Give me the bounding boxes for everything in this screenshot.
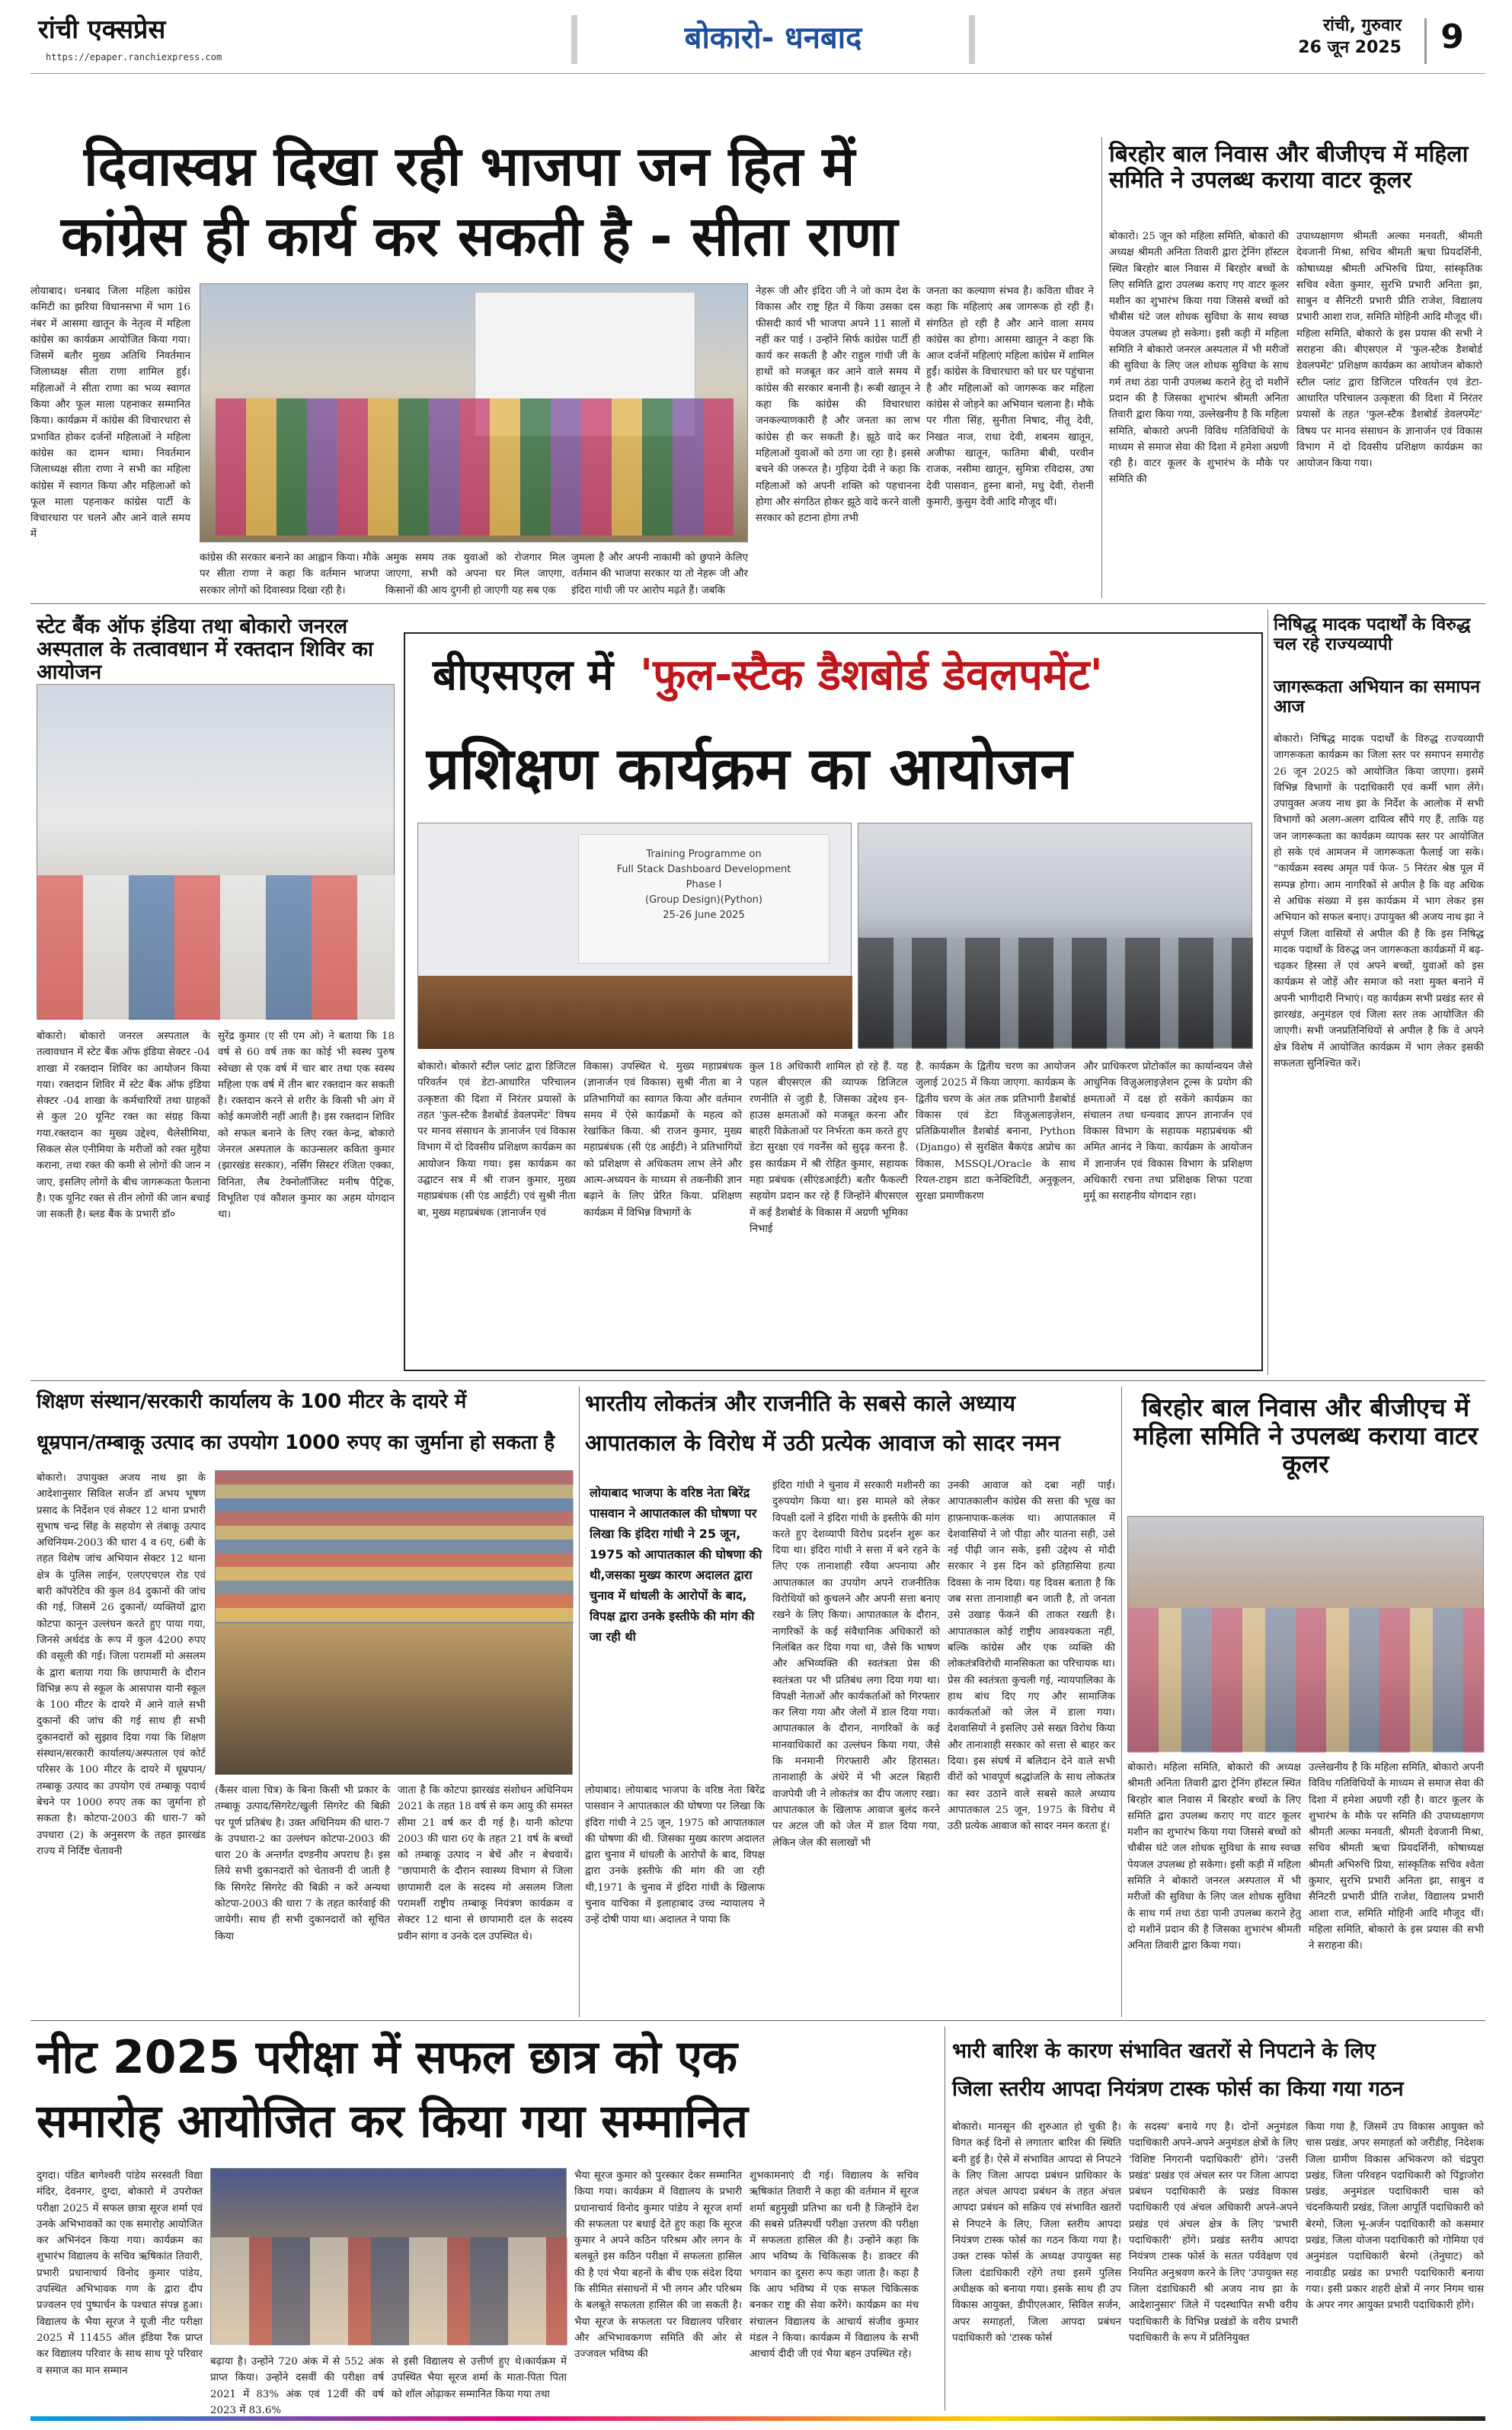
story6-col2: (कैंसर वाला चित्र) के बिना किसी भी प्रकार के तम्बाकू उत्पाद/सिगरेट/खुली सिगरेट की बिक्री पर पूर्ण प्रतिबंध है। उक्त अधिनियम की धारा-7 के उपधारा-2 का उल्लंघन कोटपा-2003 की धारा 20 के अन्तर्गत दण्डनीय अपराध है। इस लिये सभी दुकानदारों को चेतावनी दी जाती है कि सिगरेट सिगरेट की बिक्री न करें अन्यथा कोटपा-2003 की धारा 7 के तहत कार्रवाई की जायेगी। साथ ही सभी दुकानदारों को सूचित किया xyxy=(215,1785,390,1942)
story1-col4: जुमला है और अपनी नाकामी को छुपाने केलिए वर्तमान की भाजपा सरकार या तो नेहरू जी और इंदिरा गांधी जी पर आरोप मढ़ते हैं। जबकि xyxy=(571,552,748,596)
story4-headline-2: प्रशिक्षण कार्यक्रम का आयोजन xyxy=(427,734,1072,802)
rule-1 xyxy=(30,603,1485,604)
story4-photo-left xyxy=(417,823,852,1048)
story7-headline-1: भारतीय लोकतंत्र और राजनीति के सबसे काले अध्याय xyxy=(585,1390,1016,1416)
story8-col1: बोकारो। महिला समिति, बोकारो की अध्यक्ष श्रीमती अनिता तिवारी द्वारा ट्रेनिंग हॉस्टल स्थित बिरहोर बाल निवास में बिरहोर बच्चों के लिए समिति द्वारा उपलब्ध कराए गए वाटर कूलर मशीन का शुभारंभ किया गया जिससे बच्चों को चौबीस घंटे जल शोधक सुविधा के साथ स्वच्छ पेयजल उपलब्ध हो सकेगा। इसी कड़ी में महिला समिति ने बोकारो जनरल अस्पताल में भी मरीजों की सुविधा के लिए जल शोधक सुविधा के साथ गर्म तथा ठंडा पानी उपलब्ध कराने हेतु दो मशीनें प्रदान की है जिसका शुभारंभ श्रीमती अनिता तिवारी द्वारा किया गया। xyxy=(1127,1762,1301,1952)
projector-slide xyxy=(578,834,830,964)
shop-shelves xyxy=(216,1471,574,1623)
story3-col1: बोकारो। बोकारो जनरल अस्पताल के तत्वावधान में स्टेट बैंक ऑफ इंडिया सेक्टर -04 शाखा में रक्तदान शिविर का आयोजन किया गया। रक्तदान शिविर में स्टेट बैंक ऑफ इंडिया सेक्टर -04 शाखा के कर्मचारियों तथा ग्राहकों से कुल 20 यूनिट रक्त का संग्रह किया गया.रक्तदान का मुख्य उद्देश्य, थैलेसीमिया, सिकल सेल एनीमिया के मरीजों को रक्त मुहैया कराना, तथा रक्त की कमी से लोगों की जान न जाए, इसलिए लोगों के बीच जागरूकता फैलाना है। एक यूनिट रक्त से तीन लोगों की जान बचाई जा सकती है। ब्लड बैंक के प्रभारी डॉ० xyxy=(37,1031,210,1221)
story10-col2: के सदस्य' बनाये गए है। दोनों अनुमंडल पदाधिकारी अपने-अपने अनुमंडल क्षेत्रों के लिए 'विशिष्ट निगरानी पदाधिकारी' होंगे। 'उत्तरी प्रखंड' प्रखंड एवं अंचल स्तर पर जिला आपदा प्रबंधन पदाधिकारी के प्रखंड विकास पदाधिकारी एवं अंचल अधिकारी अपने-अपने प्रखंड एवं अंचल क्षेत्र के लिए 'प्रभारी पदाधिकारी' होंगे। प्रखंड स्तरीय आपदा नियंत्रण टास्क फोर्स के सतत पर्यवेक्षण एवं नियमित अनुश्रवण करने के लिए 'उपायुक्त सह जिला दंडाधिकारी श्री अजय नाथ झा के आदेशानुसार' जिले में पदस्थापित सभी वरीय पदाधिकारी के विभिन्न प्रखंडों के वरीय प्रभारी पदाधिकारी के रूप में प्रतिनियुक्त xyxy=(1129,2121,1298,2344)
rule-3 xyxy=(30,2020,1485,2021)
story1-col2: कांग्रेस की सरकार बनाने का आह्वान किया। मौके पर सीता राणा ने कहा कि वर्तमान भाजपा सरकार लोगों को दिवास्वप्न दिखा रही है। xyxy=(200,552,379,596)
place-day: रांची, गुरुवार xyxy=(1323,16,1402,35)
slide-line-3: Phase I xyxy=(686,879,722,890)
story7-col2: इंदिरा गांधी ने चुनाव में सरकारी मशीनरी का दुरुपयोग किया था। इस मामले को लेकर विपक्षी दलों ने इंदिरा गांधी के इस्तीफे की मांग करते हुए देशव्यापी विरोध प्रदर्शन शुरू कर दिया था। इंदिरा गांधी ने सत्ता में बने रहने के लिए एक तानाशाही रवैया अपनाया और आपातकाल का उपयोग अपने राजनीतिक विरोधियों को कुचलने और अपनी सत्ता बनाए रखने के लिए किया। आपातकाल के दौरान, नागरिकों के कई संवैधानिक अधिकारों को निलंबित कर दिया गया था, जैसे कि भाषण और अभिव्यक्ति की स्वतंत्रता प्रेस की स्वतंत्रता पर भी प्रतिबंध लगा दिया गया था। विपक्षी नेताओं और कार्यकर्ताओं को गिरफ्तार कर लिया गया और जेलों में डाल दिया गया। आपातकाल के दौरान, नागरिकों के कई मानवाधिकारों का उल्लंघन किया गया, जैसे कि मनमानी गिरफ्तारी और हिरासत। तानाशाही के अंधेरे में भी अटल बिहारी वाजपेयी जी ने लोकतंत्र का दीप जलाए रखा। आपातकाल के खिलाफ आवाज बुलंद करने पर अटल जी को जेल में डाल दिया गया, लेकिन जेल की सलाखों भी xyxy=(772,1480,940,1849)
story6-headline-2: धूम्रपान/तम्बाकू उत्पाद का उपयोग 1000 रुपए का जुर्माना हो सकता है xyxy=(37,1431,555,1454)
story3-headline: स्टेट बैंक ऑफ इंडिया तथा बोकारो जनरल अस्पताल के तत्वावधान में रक्तदान शिविर का आयोजन xyxy=(37,615,373,685)
story9-col5: शुभकामनाएं दी गई। विद्यालय के सचिव ऋषिकांत तिवारी ने कहा की वर्तमान में सूरज शर्मा बहुमुखी प्रतिभा का धनी है जिन्होंने देश की सबसे प्रतिस्पर्धी परीक्षा उत्तरण की परीक्षा में सफलता हासिल की है। उन्होंने कहा कि आप भविष्य के चिकित्सक है। डाक्टर की भगवान का दूसरा रूप कहा जाता है। कहा है कि आप भविष्य में एक सफल चिकित्सक बनकर राष्ट्र की सेवा करेंगे। कार्यक्रम का मंच संचालन विद्यालय के आचार्य संजीव कुमार मंडल ने किया। कार्यक्रम में विद्यालय के सभी आचार्य दीदी जी एवं भैया बहन उपस्थित रहे। xyxy=(750,2170,919,2361)
story3-col2: सुरेंद्र कुमार (ए सी एम ओ) ने बताया कि 18 वर्ष से 60 वर्ष तक का कोई भी स्वस्थ पुरुष स्वेच्छा से एक वर्ष में चार बार तथा एक स्वस्थ महिला एक वर्ष में तीन बार रक्तदान कर सकती है। रक्तदान करने से शरीर के किसी भी अंग में कोई कमजोरी नहीं आती है। इस रक्तदान शिविर को सफल बनाने के लिए रक्त केन्द्र, बोकारो जेनरल अस्पताल के काउन्सलर कविता कुमार (झारखंड सरकार), नर्सिंग सिस्टर रंजिता एक्का, विनिता, लैब टेक्नोलॉजिस्ट मनीष पैट्रिक, विभूतिश एवं कौशल कुमार का अहम योगदान था। xyxy=(218,1031,395,1221)
story7-headline-2: आपातकाल के विरोध में उठी प्रत्येक आवाज को सादर नमन xyxy=(585,1430,1060,1456)
story3-photo xyxy=(37,684,395,1019)
story9-photo xyxy=(210,2168,567,2345)
slide-line-2: Full Stack Dashboard Development xyxy=(616,864,791,875)
story2-headline: बिरहोर बाल निवास और बीजीएच में महिला समिति ने उपलब्ध कराया वाटर कूलर xyxy=(1109,141,1469,193)
story9-col4: भैया सूरज कुमार को पुरस्कार देकर सम्मानित किया गया। कार्यक्रम में विद्यालय के प्रभारी प्रधानाचार्य विनोद कुमार पांडेय ने सूरज शर्मा की सफलता पर बधाई देते हुए कहा कि सूरज कुमार ने अपने कठिन परिश्रम और लगन के बलबूते इस कठिन परीक्षा में सफलता हासिल की है एवं भैया बहनों के बीच एक संदेश दिया कि सीमित संसाधनों में भी लगन और परिश्रम के बलबूते सफलता हासिल की जा सकती है। भैया सूरज के सफलता पर विद्यालय परिवार और अभिभावकगण समिति की ओर से उज्जवल भविष्य की xyxy=(574,2170,742,2361)
story6-headline-1: शिक्षण संस्थान/सरकारी कार्यालय के 100 मीटर के दायरे में xyxy=(37,1390,467,1413)
col-rule xyxy=(1121,1386,1122,2017)
story6-col1: बोकारो। उपायुक्त अजय नाथ झा के आदेशानुसार सिविल सर्जन डॉ अभय भूषण प्रसाद के निर्देशन एवं सेक्टर 12 थाना प्रभारी सुभाष चन्द्र सिंह के सहयोग से तंबाकू उत्पाद अधिनियम-2003 की धारा 4 व 6ए, 6बी के तहत विशेष जांच अभियान सेक्टर 12 थाना क्षेत्र के पुलिस लाईन, एलएएचएल रोड एवं बारी कॉपरेटिव की कुल 84 दुकानों की जांच की गई, जिसमें 26 दुकानों/ व्यक्तियों द्वारा कोटपा कानून उल्लंघन करते हुए पाया गया, जिनसे अर्थदंड के रूप में कुल 4200 रुपए की वसूली की गई। जिला परामर्शी मो असलम के द्वारा बताया गया कि छापामारी के दौरान विभिन्न रूप से स्कूल के आसपास यानी स्कूल के 100 मीटर के दायरे में आने वाले सभी दुकानों की जांच की गई साथ ही सभी दुकानदारों को सुझाव दिया गया कि शिक्षण संस्थान/सरकारी कार्यालय/अस्पताल एवं कोर्ट परिसर के 100 मीटर के दायरे में धूम्रपान/तम्बाकू उत्पाद का उपयोग एवं तम्बाकू पदार्थ बेचने पर 1000 रुपए तक का जुर्माना हो सकता है। कोटपा-2003 की धारा-7 को उपधारा (2) के अनुसरण के तहत झारखंड राज्य में निर्दिष्ट चेतावनी xyxy=(37,1472,206,1857)
story10-col1: बोकारो। मानसून की शुरुआत हो चुकी है। विगत कई दिनों से लगातार बारिश की स्थिति बनी हुई है। ऐसे में संभावित आपदा से निपटने के लिए जिला आपदा प्रबंधन प्राधिकार के तहत अंचल आपदा प्रबंधन के तहत अंचल आपदा प्रबंधन को सक्रिय एवं संभावित खतरों से निपटने के लिए, जिला स्तरीय आपदा नियंत्रण टास्क फोर्स का गठन किया गया है। उक्त टास्क फोर्स के अध्यक्ष उपायुक्त सह जिला दंडाधिकारी रहेंगे तथा इसमें पुलिस अधीक्षक को बनाया गया। इसके साथ ही उप विकास आयुक्त, डीपीएलआर, सिविल सर्जन, अपर समाहर्ता, जिला आपदा प्रबंधन पदाधिकारी को 'टास्क फोर्स xyxy=(952,2121,1121,2344)
group-photo xyxy=(216,398,734,536)
story4-headline-pre: बीएसएल में xyxy=(433,651,614,700)
masthead xyxy=(30,15,1485,70)
story1-col6: जनता का कल्याण संभव है। कविता धीवर ने कहा कि महिलाएं अब जागरूक हो रही हैं। संगठित हो रही है और आने वाला समय कांग्रेस का होगा। आसमा खातून ने कहा कि आज दर्जनों महिलाएं महिला कांग्रेस में शामिल हुईं। कांग्रेस के विचारधारा को घर घर पहुंचाना है और महिलाओं को जागरूक कर महिला कांग्रेस से जोड़ने का अभियान चलाना है। मौके पर गीता सिंह, सुनीता निषाद, नीतू देवी, निखत नाज, राधा देवी, शबनम खातून, अजीफा खातून, फातिमा बीबी, परवीन राजक, नसीमा खातून, सुमित्रा रविदास, उषा देवी पासवान, हुस्ना बानो, मधु देवी, रोशनी कुमारी, कुसुम देवी आदि मौजूद थीं। xyxy=(926,286,1094,508)
slide-line-4: (Group Design)(Python) xyxy=(645,894,762,906)
masthead-rule xyxy=(30,73,1485,74)
group-women xyxy=(1128,1608,1485,1753)
story4-col5: और प्राधिकरण प्रोटोकॉल का कार्यान्वयन जैसे आधुनिक विज़ुअलाइज़ेशन टूल्स के प्रयोग की क्षमताओं में दक्ष हो सकेंगे कार्यक्रम का संचालन तथा धन्यवाद ज्ञापन ज्ञानार्जन एवं विकास विभाग के सहायक महाप्रबंधक श्री अमित आनंद ने किया. कार्यक्रम के आयोजन में ज्ञानार्जन एवं विकास विभाग के प्रशिक्षण अधिकारी रचना तथा प्रशिक्षक शिफा पटवा मुर्मू का सराहनीय योगदान रहा। xyxy=(1083,1061,1252,1203)
story4-photo-right xyxy=(858,823,1252,1048)
rule-2 xyxy=(30,1380,1485,1381)
date: 26 जून 2025 xyxy=(1298,37,1402,57)
stage-table xyxy=(418,976,852,1049)
story8-photo xyxy=(1127,1516,1484,1752)
story1-col1: लोयाबाद। धनबाद जिला महिला कांग्रेस कमिटी का झरिया विधानसभा में भाग 16 नंबर में आसमा खातून के नेतृत्व में महिला कांग्रेस का कार्यक्रम आयोजित किया गया। जिसमें बतौर मुख्य अतिथि निवर्तमान जिलाध्यक्ष सीता राणा शामिल हुई। महिलाओं ने सीता राणा का भव्य स्वागत किया और फूल माला पहनाकर सम्मानित किया। कार्यक्रम में कांग्रेस की विचारधारा से प्रभावित होकर दर्जनों महिलाओं ने महिला कांग्रेस का दामन थामा। निवर्तमान जिलाध्यक्ष सीता राणा ने सभी का महिला कांग्रेस में स्वागत किया और महिलाओं को फूल माला पहनाकर कांग्रेस पार्टी के विचारधारा पर चलने और आने वाले समय में xyxy=(30,286,190,541)
paper-name: रांची एक्सप्रेस xyxy=(38,14,166,45)
col-rule xyxy=(1267,609,1268,1375)
story4-col3: कुल 18 अधिकारी शामिल हो रहे हैं. यह पहल बीएसएल की व्यापक डिजिटल रणनीति से जुड़ी है, जिसका उद्देश्य इन-हाउस क्षमताओं को मजबूत करना और बाहरी विक्रेताओं पर निर्भरता कम करते हुए डेटा सुरक्षा एवं गवर्नेंस को सुदृढ़ करना है. इस कार्यक्रम में श्री रोहित कुमार, सहायक महा प्रबंधक (सीएंडआईटी) बतौर फैकल्टी सहयोग प्रदान कर रहे हैं जिन्होंने बीएसएल में कई डैशबोर्ड के विकास में अग्रणी भूमिका निभाई xyxy=(750,1061,908,1235)
slide-line-1: Training Programme on xyxy=(646,849,762,860)
story6-photo xyxy=(215,1470,573,1775)
story8-col2: उल्लेखनीय है कि महिला समिति, बोकारो अपनी विविध गतिविधियों के माध्यम से समाज सेवा की दिशा में हमेशा अग्रणी रही है। वाटर कूलर के शुभारंभ के मौके पर समिति की उपाध्यक्षागण श्रीमती अल्का मनवती, श्रीमती देवजानी मिश्रा, सचिव श्रीमती ऋचा प्रियदर्शिनी, कोषाध्यक्ष श्रीमती अभिरुचि प्रिया, सांस्कृतिक सचिव श्वेता कुमार, सुरभि प्रभारी अनिता झा, साबुन व सैनिटरी प्रभारी प्रीति राजेश, विद्यालय प्रभारी आशा राज, समिति मोहिनी आदि मौजूद थीं। महिला समिति, बोकारो के इस प्रयास की सभी ने सराहना की। xyxy=(1309,1762,1484,1952)
col-rule xyxy=(1101,137,1102,598)
col-rule xyxy=(579,1386,580,2017)
story4-col2: विकास) उपस्थित थे. मुख्य महाप्रबंधक (ज्ञानार्जन एवं विकास) सुश्री नीता बा ने प्रतिभागियों का स्वागत किया और वर्तमान समय में ऐसे कार्यक्रमों के महत्व को रेखांकित किया. श्री राजन कुमार, मुख्य महाप्रबंधक (सी एंड आईटी) ने प्रतिभागियों को प्रशिक्षण से अधिकतम लाभ लेने और आत्म-अध्ययन के माध्यम से तकनीकी ज्ञान बढ़ाने के लिए प्रेरित किया. प्रशिक्षण कार्यक्रम में विभिन्न विभागों के xyxy=(583,1061,742,1219)
story9-col3: से इसी विद्यालय से उत्तीर्ण हुए थे।कार्यक्रम में उपस्थित भैया सूरज शर्मा के माता-पिता पिता को शॉल ओढ़ाकर सम्मानित किया गया तथा xyxy=(392,2356,567,2400)
felicitation xyxy=(211,2237,567,2345)
story2-col1: बोकारो। 25 जून को महिला समिति, बोकारो की अध्यक्ष श्रीमती अनिता तिवारी द्वारा ट्रेनिंग हॉस्टल स्थित बिरहोर बाल निवास में बिरहोर बच्चों के लिए समिति द्वारा उपलब्ध कराए गए वाटर कूलर मशीन का शुभारंभ किया गया जिससे बच्चों को चौबीस घंटे जल शोधक सुविधा के साथ स्वच्छ पेयजल उपलब्ध हो सकेगा। इसी कड़ी में महिला समिति ने बोकारो जनरल अस्पताल में भी मरीजों की सुविधा के लिए जल शोधक सुविधा के साथ गर्म तथा ठंडा पानी उपलब्ध कराने हेतु दो मशीनें प्रदान की है जिसका शुभारंभ श्रीमती अनिता तिवारी द्वारा किया गया, उल्लेखनीय है कि महिला समिति, बोकारो अपनी विविध गतिविधियों के माध्यम से समाज सेवा की दिशा में हमेशा अग्रणी रही है। वाटर कूलर के शुभारंभ के मौके पर समिति की xyxy=(1109,231,1289,486)
paper-url[interactable]: https://epaper.ranchiexpress.com xyxy=(46,52,222,62)
story1-col3: अमुक समय तक युवाओं को रोजगार मिल जाएगा, सभी को अपना घर मिल जाएगा, किसानों की आय दुगनी हो जाएगी यह सब एक xyxy=(385,552,565,596)
computer-rows xyxy=(858,938,1253,1049)
page-number: 9 xyxy=(1424,18,1478,64)
section-box xyxy=(571,15,975,64)
story7-col3: उनकी आवाज को दबा नहीं पाईं। आपातकालीन कांग्रेस की सत्ता की भूख का हाफ़नापाक-कलंक था। आपातकाल में देशवासियों ने जो पीड़ा और यातना सही, उसे नई पीढ़ी जान सके, इसी उद्देश्य से मोदी सरकार ने इस दिन को इतिहासिया हत्या दिवसा के नाम दिया। यह दिवस बताता है कि जब सत्ता तानाशाही बन जाती है, तो जनता उसे उखाड़ फेंकने की ताकत रखती है। आपातकाल कोई राष्ट्रीय आवश्यकता नहीं, बल्कि कांग्रेस और एक व्यक्ति की लोकतंत्रविरोधी मानसिकता का परिचायक था। प्रेस की स्वतंत्रता कुचली गई, न्यायपालिका के हाथ बांध दिए गए और सामाजिक कार्यकर्ताओं को जेल में डाला गया। देशवासियों ने इसलिए उसे सख्त विरोध किया और तानाशाही सरकार को सत्ता से बाहर कर दिया। इस संघर्ष में बलिदान देने वाले सभी वीरों को भावपूर्ण श्रद्धांजलि के साथ लोकतंत्र का स्वर उठाने वाले सबसे काले अध्याय आपातकाल 25 जून, 1975 के विरोध में उठी प्रत्येक आवाज को सादर नमन करता हूं। xyxy=(948,1480,1115,1833)
story5-headline-1: निषिद्ध मादक पदार्थों के विरुद्ध चल रहे राज्यव्यापी xyxy=(1274,615,1471,654)
story1-photo xyxy=(200,283,748,542)
story9-headline-1: नीट 2025 परीक्षा में सफल छात्र को एक xyxy=(37,2031,737,2084)
blood-donors xyxy=(37,875,395,1020)
story1-headline-2: कांग्रेस ही कार्य कर सकती है - सीता राणा xyxy=(61,204,898,268)
section-title: बोकारो- धनबाद xyxy=(684,21,862,56)
story7-pullquote: लोयाबाद भाजपा के वरिष्ठ नेता बिरेंद्र पासवान ने आपातकाल की घोषणा पर लिखा कि इंदिरा गांधी ने 25 जून, 1975 को आपातकाल की घोषणा की थी,जसका मुख्य कारण अदालत द्वारा चुनाव में धांधली के आरोपों के बाद, विपक्ष द्वारा उनके इस्तीफे की मांग की जा रही थी xyxy=(590,1485,762,1644)
bottom-color-bar xyxy=(30,2416,1485,2421)
story4-col4: है. कार्यक्रम के द्वितीय चरण का आयोजन जुलाई 2025 में किया जाएगा. कार्यक्रम के द्वितीय चरण के अंत तक प्रतिभागी डैशबोर्ड विकास एवं डेटा विज़ुअलाइज़ेशन, प्रतिक्रियाशील डैशबोर्ड बनाना, Python (Django) से सुरक्षित बैकएंड अप्रोच का विकास, MSSQL/Oracle के साथ रियल-टाइम डाटा कनेक्टिविटी, अनुकूलन, सुरक्षा प्रमाणीकरण xyxy=(916,1061,1076,1203)
story4-col1: बोकारो। बोकारो स्टील प्लांट द्वारा डिजिटल परिवर्तन एवं डेटा-आधारित परिचालन उत्कृष्टता की दिशा में निरंतर प्रयासों के तहत 'फुल-स्टैक डैशबोर्ड डेवलपमेंट' विषय पर मानव संसाधन के ज्ञानार्जन एवं विकास विभाग में दो दिवसीय प्रशिक्षण कार्यक्रम का आयोजन किया गया। इस कार्यक्रम का उद्घाटन सत्र में श्री राजन कुमार, मुख्य महाप्रबंधक (सी एंड आईटी) एवं सुश्री नीता बा, मुख्य महाप्रबंधक (ज्ञानार्जन एवं xyxy=(417,1061,576,1219)
story9-col1: दुगदा। पंडित बागेश्वरी पांडेय सरस्वती विद्या मंदिर, देवनगर, दुग्दा, बोकारो में उपरोक्त परीक्षा 2025 में सफल छात्रा सूरज शर्मा एवं उनके अभिभावकों का एक समारोह आयोजित कर अभिनंदन किया गया। कार्यक्रम का शुभारंभ विद्यालय के सचिव ऋषिकांत तिवारी, प्रभारी प्रधानाचार्य विनोद कुमार पांडेय, उपस्थित अभिभावक गण के द्वारा दीप प्रज्वलन एवं पुष्पार्चन के पश्चात संपन्न हुआ। विद्यालय के भैया सूरज ने यूजी नीट परीक्षा 2025 में 11455 ऑल इंडिया रैंक प्राप्त कर विद्यालय परिवार के साथ साथ पूरे परिवार व समाज का मान सम्मान xyxy=(37,2170,203,2377)
story9-col2: बढ़ाया है। उन्होंने 720 अंक में से 552 अंक प्राप्त किया। उन्होंने दसवीं की परीक्षा वर्ष 2021 में 83% अंक एवं 12वीं की वर्ष 2023 में 83.6% xyxy=(210,2356,384,2416)
story6-col3: जाता है कि कोटपा झारखंड संशोधन अधिनियम 2021 के तहत 18 वर्ष से कम आयु की समस्त सीमा 21 वर्ष कर दी गई है। यानी कोटपा 2003 की धारा 6ए के तहत 21 वर्ष के बच्चों को तम्बाकू उत्पाद न बेचें और न बेचवायें। "छापामारी के दौरान स्वास्थ्य विभाग से जिला छापामारी दल के सदस्य मो असलम जिला परामर्शी राष्ट्रीय तम्बाकू नियंत्रण कार्यक्रम व सेक्टर 12 थाना से छापामारी दल के सदस्य प्रवीन सांगा व उनके दल उपस्थित थे। xyxy=(398,1785,573,1942)
story1-col5: नेहरू जी और इंदिरा जी ने जो काम देश के विकास और राष्ट्र हित में किया उसका दस फीसदी कार्य भी भाजपा अपने 11 सालों में नहीं कर पाई । उन्होंने सिर्फ कांग्रेस पार्टी ही कार्य कर सकती है और राहुल गांधी जी के हाथों को मजबूत कर आने वाले समय में कांग्रेस की सरकार बनानी है। रूबी खातून ने कहा कि कांग्रेस की विचारधारा जनकल्याणकारी है और जनता का लाभ कांग्रेस ही कर सकती है। झूठे वादे कर महिलाओं युवाओं को ठगा जा रहा है। इससे बचने की जरूरत है। गुड़िया देवी ने कहा कि महिलाओं को अपनी शक्ति को पहचानना होगा और संगठित होकर झूठे वादे करने वाली सरकार को हटाना होगा तभी xyxy=(756,286,920,525)
story1-headline-1: दिवास्वप्न दिखा रही भाजपा जन हित में xyxy=(84,134,855,198)
story8-headline: बिरहोर बाल निवास और बीजीएच में महिला समिति ने उपलब्ध कराया वाटर कूलर xyxy=(1133,1392,1478,1479)
slide-line-5: 25-26 June 2025 xyxy=(663,910,745,921)
story4-headline-highlight: 'फुल-स्टैक डैशबोर्ड डेवलपमेंट' xyxy=(640,651,1103,700)
story7-col1: लोयाबाद। लोयाबाद भाजपा के वरिष्ठ नेता बिरेंद्र पासवान ने आपातकाल की घोषणा पर लिखा कि इंदिरा गांधी ने 25 जून, 1975 को आपातकाल की घोषणा की थी. जिसका मुख्य कारण अदालत द्वारा चुनाव में धांधली के आरोपों के बाद, विपक्ष द्वारा उनके इस्तीफे की मांग की जा रही थी,1971 के चुनाव में इंदिरा गांधी के खिलाफ चुनाव याचिका में इलाहाबाद उच्च न्यायालय ने उन्हें दोषी पाया था। अदालत ने पाया कि xyxy=(585,1785,765,1926)
story10-headline-1: भारी बारिश के कारण संभावित खतरों से निपटाने के लिए xyxy=(952,2039,1376,2063)
story2-col2: उपाध्यक्षागण श्रीमती अल्का मनवती, श्रीमती देवजानी मिश्रा, सचिव श्रीमती ऋचा प्रियदर्शिनी, कोषाध्यक्ष श्रीमती अभिरुचि प्रिया, सांस्कृतिक सचिव श्वेता कुमार, सुरभि प्रभारी अनिता झा, साबुन व सैनिटरी प्रभारी प्रीति राजेश, विद्यालय प्रभारी आशा राज, समिति मोहिनी आदि मौजूद थीं। महिला समिति, बोकारो के इस प्रयास की सभी ने सराहना की। बीएसएल में 'फुल-स्टैक डैशबोर्ड डेवलपमेंट' प्रशिक्षण कार्यक्रम का आयोजन बोकारो स्टील प्लांट द्वारा डिजिटल परिवर्तन एवं डेटा-आधारित परिचालन उत्कृष्टता की दिशा में निरंतर प्रयासों के तहत 'फुल-स्टैक डैशबोर्ड डेवलपमेंट' विषय पर मानव संसाधन के ज्ञानार्जन एवं विकास विभाग में दो दिवसीय प्रशिक्षण कार्यक्रम का आयोजन किया गया। xyxy=(1296,231,1482,470)
story5-headline-2: जागरूकता अभियान का समापन आज xyxy=(1274,677,1481,717)
story5-col1: बोकारो। निषिद्ध मादक पदार्थों के विरुद्ध राज्यव्यापी जागरूकता कार्यक्रम का जिला स्तर पर समापन समारोह 26 जून 2025 को आयोजित किया जाएगा। इसमें विभिन्न विभागों के पदाधिकारी एवं कर्मी भाग लेंगे। उपायुक्त अजय नाथ झा के निर्देश के आलोक में सभी विभागों को अलग-अलग दायित्व सौंपे गए हैं, ताकि यह जन जागरूकता का कार्यक्रम व्यापक स्तर पर आयोजित हो सके एवं आमजन में जागरूकता फैलाई जा सके। "कार्यक्रम स्वस्थ अमृत पर्व फेज- 5 निरंतर श्रेष्ठ पूल में सम्पन्न होगा। आम नागरिकों से अपील है कि वह अधिक से अधिक संख्या में इस कार्यक्रम में भाग लेकर इस अभियान को सफल बनाए। उपायुक्त श्री अजय नाथ झा ने संपूर्ण जिला वासियों से अपील की है कि इस निषिद्ध मादक पदार्थों के विरुद्ध जन जागरूकता कार्यक्रमों में बढ़-चढ़कर हिस्सा लें एवं अपने बच्चों, युवाओं को इस कार्यक्रम से जोड़ें और समाज को नशा मुक्त बनाने में अपनी भागीदारी निभाएं। यह कार्यक्रम सभी प्रखंड स्तर से झारखंड, अनुमंडल एवं जिला स्तर तक आयोजित की जाएगी। सभी जनप्रतिनिधियों से अपील है कि वे अपने क्षेत्र विशेष में आयोजित कार्यक्रम में भाग लेकर इसकी सफलता सुनिश्चित करें। xyxy=(1274,734,1484,1070)
story10-headline-2: जिला स्तरीय आपदा नियंत्रण टास्क फोर्स का किया गया गठन xyxy=(952,2077,1404,2101)
date-block xyxy=(1242,17,1402,57)
story9-headline-2: समारोह आयोजित कर किया गया सम्मानित xyxy=(37,2095,748,2148)
story10-col3: किया गया है, जिसमें उप विकास आयुक्त को चास प्रखंड, अपर समाहर्ता को जरीडीह, निदेशक जिला ग्रामीण विकास अभिकरण को चंद्रपुरा प्रखंड, जिला परिवहन पदाधिकारी को पिंड्राजोरा प्रखंड, अनुमंडल पदाधिकारी चास को चंदनकियारी प्रखंड, जिला आपूर्ति पदाधिकारी को बेरमो, जिला भू-अर्जन पदाधिकारी को कसमार प्रखंड, जिला योजना पदाधिकारी को गोमिया एवं अनुमंडल पदाधिकारी बेरमो (तेनुघाट) को नावाडीह प्रखंड का प्रभारी पदाधिकारी बनाया गया। इसी प्रकार शहरी क्षेत्रों में नगर निगम चास के अपर नगर आयुक्त प्रभारी पदाधिकारी होंगे। xyxy=(1306,2121,1484,2312)
